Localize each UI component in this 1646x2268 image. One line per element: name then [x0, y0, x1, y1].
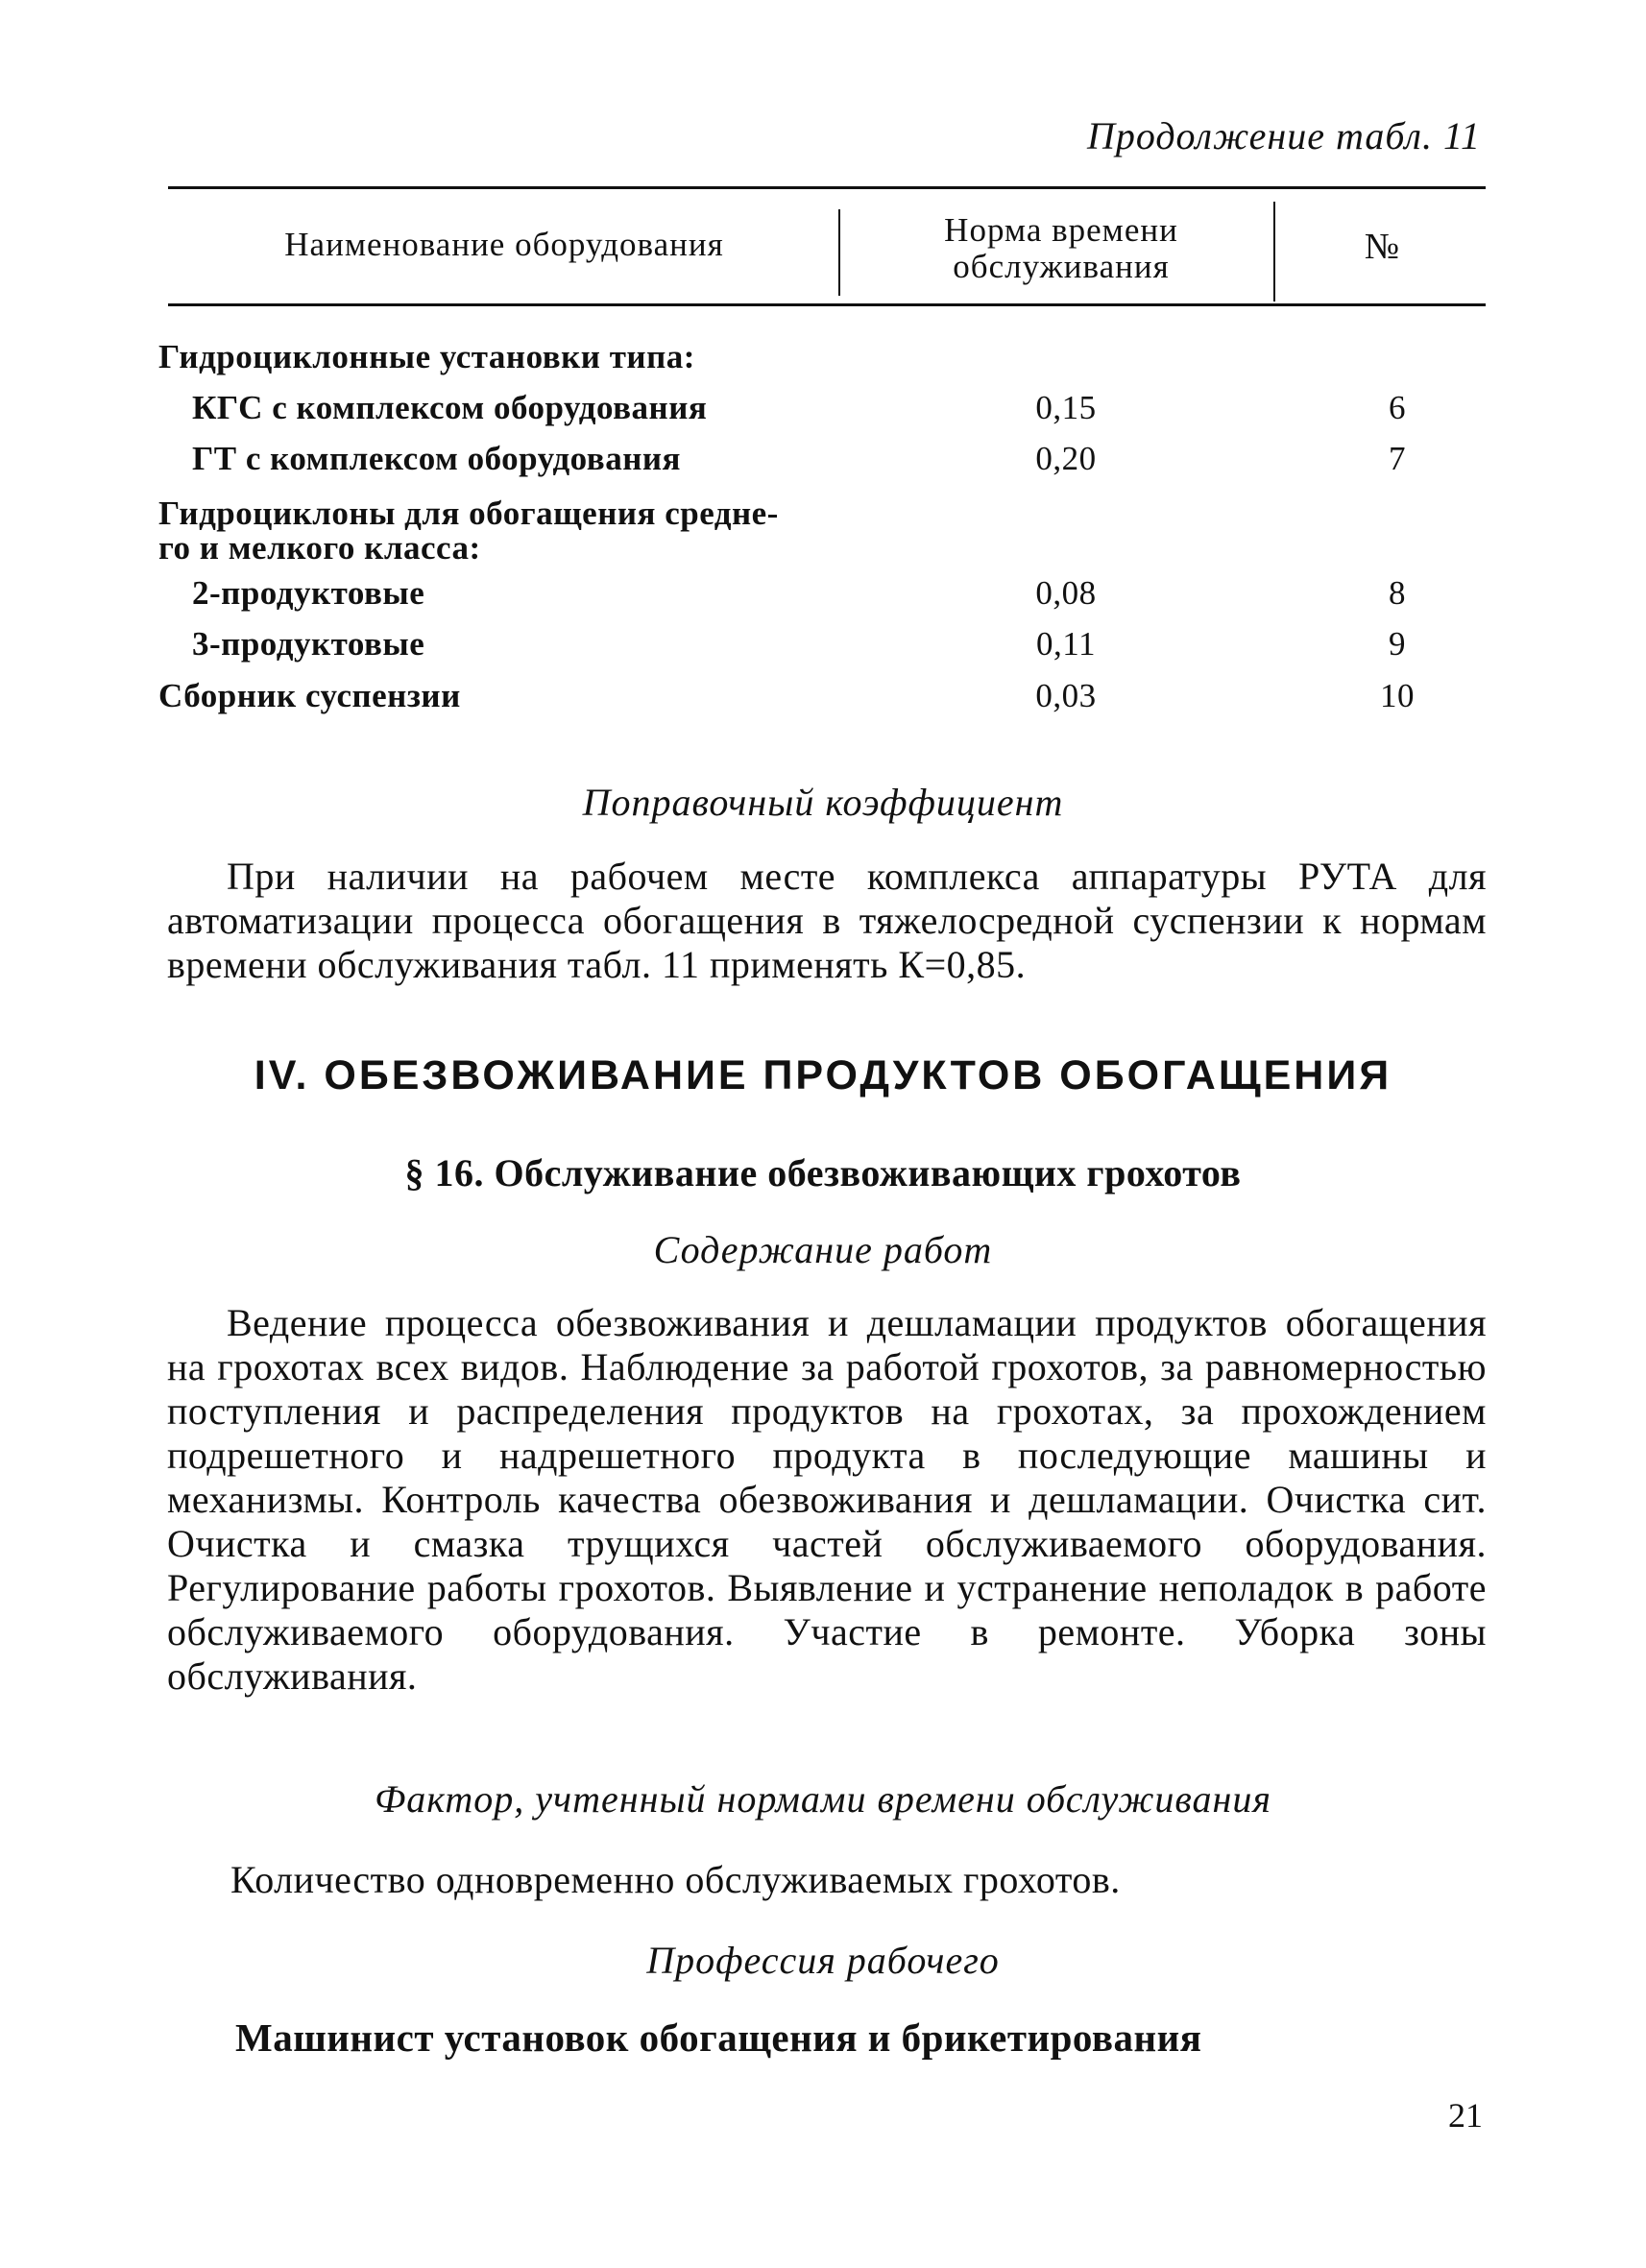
content-title: Содержание работ	[653, 1228, 993, 1271]
profession-text: Машинист установок обогащения и брикетирования	[235, 2015, 1202, 2060]
row-label: Сборник суспензии	[158, 677, 461, 714]
row-number: 10	[1380, 677, 1415, 714]
column-header-norm	[845, 212, 1277, 285]
page-number: 21	[1448, 2096, 1483, 2135]
chapter-heading: IV. ОБЕЗВОЖИВАНИЕ ПРОДУКТОВ ОБОГАЩЕНИЯ	[254, 1052, 1392, 1098]
table-row	[0, 574, 1646, 624]
row-label: КГС с комплексом оборудования	[192, 389, 708, 426]
factor-text: Количество одновременно обслуживаемых грохотов.	[230, 1858, 1121, 1901]
row-label: Гидроциклонные установки типа:	[158, 338, 695, 375]
row-label: 3-продуктовые	[192, 625, 425, 663]
row-label: Гидроциклоны для обогащения средне-	[158, 495, 779, 532]
column-header-number: №	[1364, 227, 1401, 267]
factor-title: Фактор, учтенный нормами времени обслуживания	[375, 1777, 1271, 1821]
table-continuation-label: Продолжение табл. 11	[1086, 114, 1481, 157]
row-number: 9	[1389, 625, 1406, 663]
correction-title: Поправочный коэффициент	[582, 781, 1064, 824]
row-label: го и мелкого класса:	[158, 529, 481, 567]
profession-title: Профессия рабочего	[646, 1939, 1000, 1982]
table-row	[0, 338, 1646, 388]
row-number: 7	[1389, 440, 1406, 477]
correction-text: При наличии на рабочем месте комплекса аппаратуры РУТА для автоматизации процесса обогащения в тяжелосредной суспензии к нормам времени обслуживания табл. 11 применять К=0,85.	[167, 855, 1487, 986]
table-row	[0, 529, 1646, 579]
row-value: 0,08	[1035, 574, 1097, 612]
column-header-norm-line1: Норма времени	[944, 211, 1178, 249]
row-label: ГТ с комплексом оборудования	[192, 440, 681, 477]
row-value: 0,15	[1035, 389, 1097, 426]
column-header-name: Наименование оборудования	[284, 226, 724, 263]
row-value: 0,20	[1035, 440, 1097, 477]
row-number: 8	[1389, 574, 1406, 612]
row-value: 0,03	[1035, 677, 1097, 714]
column-header-norm-line2: обслуживания	[953, 248, 1170, 285]
table-header-rule	[168, 303, 1486, 306]
row-value: 0,11	[1036, 625, 1096, 663]
table-row	[0, 389, 1646, 439]
table-top-rule	[168, 186, 1486, 189]
row-number: 6	[1389, 389, 1406, 426]
row-label: 2-продуктовые	[192, 574, 425, 612]
table-row	[0, 440, 1646, 490]
table-row	[0, 625, 1646, 675]
content-text: Ведение процесса обезвоживания и дешламации продуктов обогащения на грохотах всех видов. Наблюдение за работой грохотов, за равномерностью поступления и распределения продуктов на грохотах, за прохождением подрешетного и надрешетного продукта в последующие машины и механизмы. Контроль качества обезвоживания и дешламации. Очистка сит. Очистка и смазка трущихся частей обслуживаемого оборудования. Регулирование работы грохотов. Выявление и устранение неполадок в работе обслуживаемого оборудования. Участие в ремонте. Уборка зоны обслуживания.	[167, 1301, 1487, 1698]
table-row	[0, 677, 1646, 727]
section-heading: § 16. Обслуживание обезвоживающих грохотов	[404, 1151, 1242, 1194]
